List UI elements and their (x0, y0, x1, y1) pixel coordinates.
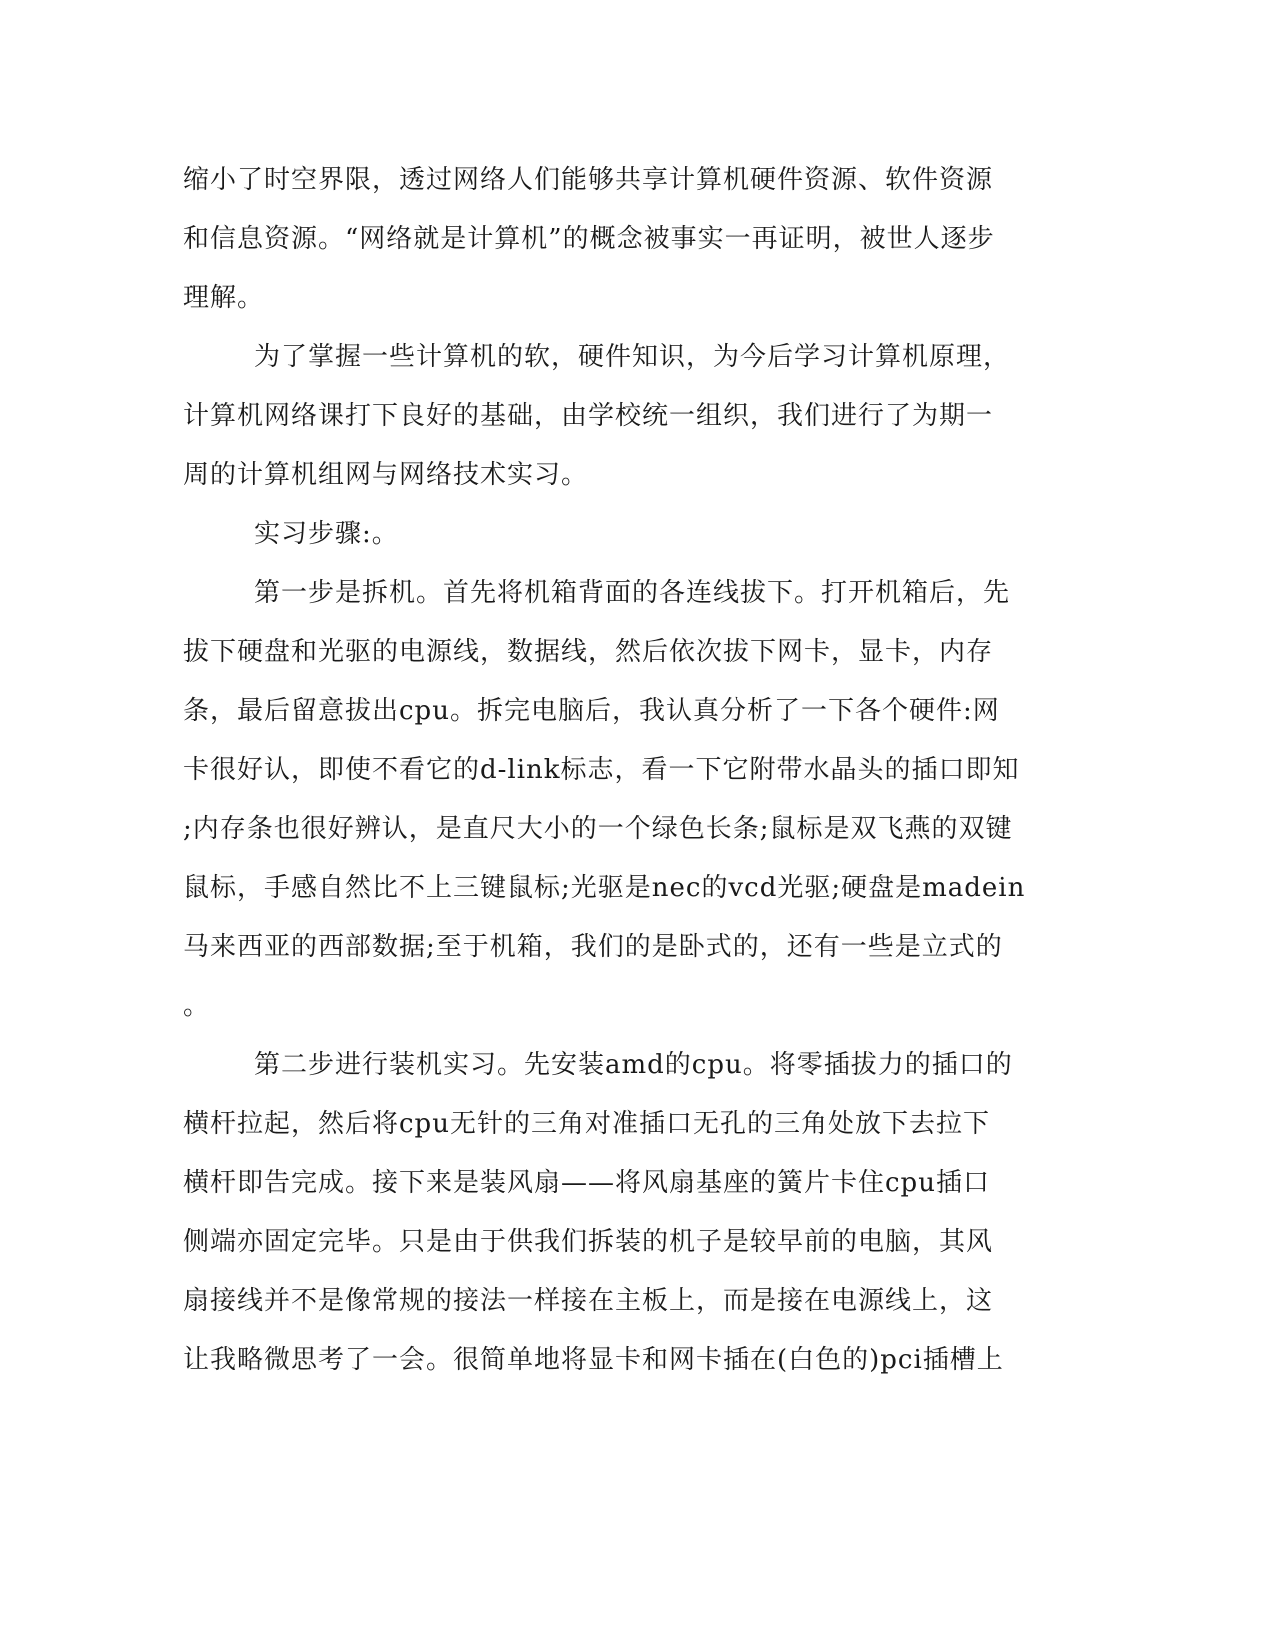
text-line: 第一步是拆机。首先将机箱背面的各连线拔下。打开机箱后，先 (254, 578, 1011, 608)
text-line: 卡很好认，即使不看它的d-link标志，看一下它附带水晶头的插口即知 (183, 755, 1020, 785)
text-line: ;内存条也很好辨认，是直尺大小的一个绿色长条;鼠标是双飞燕的双键 (183, 814, 1013, 844)
text-line: 让我略微思考了一会。很简单地将显卡和网卡插在(白色的)pci插槽上 (183, 1345, 1004, 1375)
text-line: 理解。 (183, 283, 265, 313)
text-line: 侧端亦固定完毕。只是由于供我们拆装的机子是较早前的电脑，其风 (183, 1227, 994, 1257)
body-text (183, 155, 1063, 1394)
text-line: 马来西亚的西部数据;至于机箱，我们的是卧式的，还有一些是立式的 (183, 932, 1003, 962)
text-line: 实习步骤:。 (254, 519, 399, 549)
text-line: 为了掌握一些计算机的软，硬件知识，为今后学习计算机原理， (254, 342, 1011, 372)
text-line: 缩小了时空界限，透过网络人们能够共享计算机硬件资源、软件资源 (183, 165, 994, 195)
text-line: 。 (183, 991, 211, 1021)
text-line: 横杆拉起，然后将cpu无针的三角对准插口无孔的三角处放下去拉下 (183, 1109, 990, 1139)
text-line: 条，最后留意拔出cpu。拆完电脑后，我认真分析了一下各个硬件:网 (183, 696, 1000, 726)
text-line: 扇接线并不是像常规的接法一样接在主板上，而是接在电源线上，这 (183, 1286, 994, 1316)
text-line: 第二步进行装机实习。先安装amd的cpu。将零插拔力的插口的 (254, 1050, 1013, 1080)
text-line: 计算机网络课打下良好的基础，由学校统一组织，我们进行了为期一 (183, 401, 994, 431)
text-line: 拔下硬盘和光驱的电源线，数据线，然后依次拔下网卡，显卡，内存 (183, 637, 994, 667)
text-line: 横杆即告完成。接下来是装风扇——将风扇基座的簧片卡住cpu插口 (183, 1168, 990, 1198)
text-line: 和信息资源。“网络就是计算机”的概念被事实一再证明，被世人逐步 (183, 224, 995, 254)
text-line: 周的计算机组网与网络技术实习。 (183, 460, 589, 490)
text-line: 鼠标，手感自然比不上三键鼠标;光驱是nec的vcd光驱;硬盘是madein (183, 873, 1026, 903)
